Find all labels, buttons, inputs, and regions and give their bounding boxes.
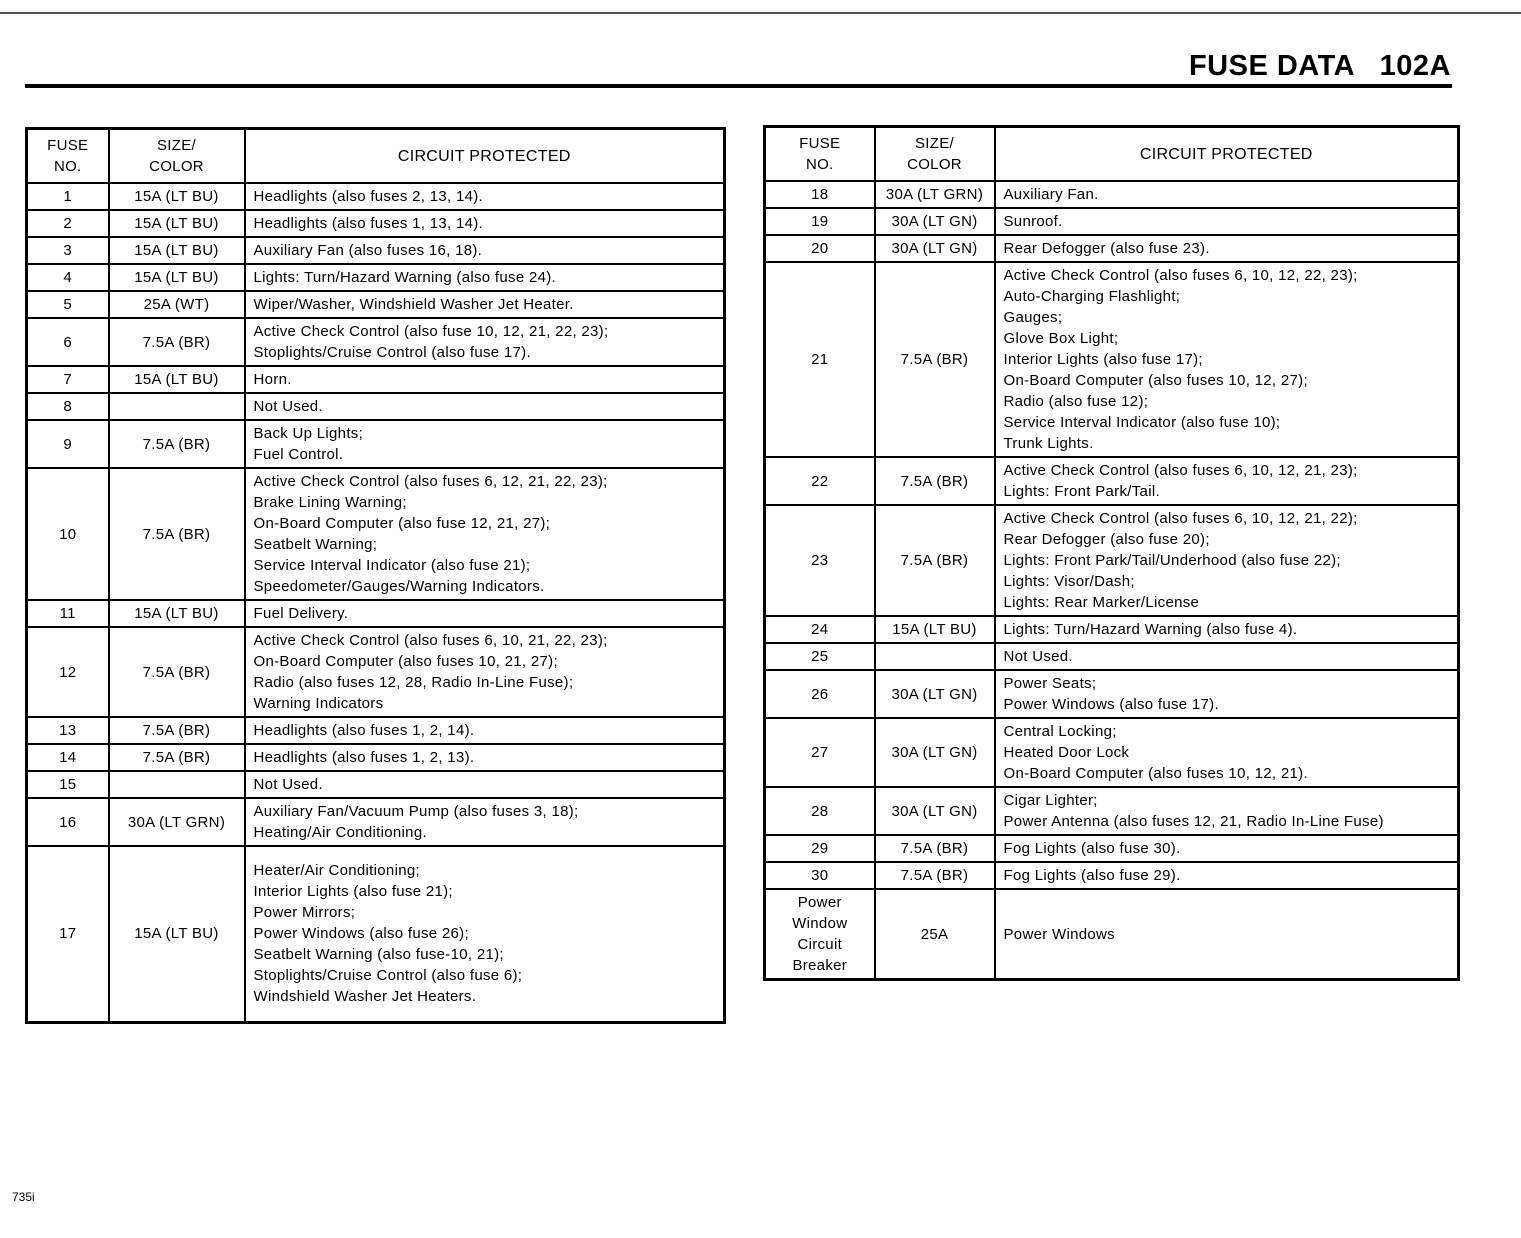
circuit-protected	[245, 717, 725, 744]
table-row	[765, 616, 1459, 643]
circuit-protected	[995, 181, 1459, 208]
circuit-line: Active Check Control (also fuses 6, 10, 21, 22, 23);	[253, 632, 608, 649]
fuse-size-color: 30A (LT GN)	[875, 670, 995, 718]
circuit-line: Headlights (also fuses 1, 2, 14).	[253, 722, 475, 739]
fuse-size-color: 7.5A (BR)	[875, 862, 995, 889]
circuit-protected	[245, 798, 725, 846]
fuse-size-color: 15A (LT BU)	[109, 846, 245, 1022]
fuse-size-color: 15A (LT BU)	[109, 183, 245, 210]
table-row	[765, 262, 1459, 457]
circuit-protected	[245, 627, 725, 717]
circuit-protected	[995, 787, 1459, 835]
circuit-protected	[995, 889, 1459, 980]
circuit-protected	[995, 616, 1459, 643]
circuit-line: Radio (also fuses 12, 28, Radio In-Line Fuse);	[253, 674, 574, 691]
circuit-line: Central Locking;	[1003, 723, 1117, 740]
circuit-line: Back Up Lights;	[253, 425, 364, 442]
table-row	[27, 468, 725, 600]
circuit-line: Auxiliary Fan/Vacuum Pump (also fuses 3, 18);	[253, 803, 579, 820]
circuit-protected	[245, 237, 725, 264]
circuit-line: On-Board Computer (also fuses 10, 21, 27);	[253, 653, 558, 670]
fuse-size-color	[109, 771, 245, 798]
fuse-size-color: 7.5A (BR)	[109, 420, 245, 468]
fuse-number: 30	[765, 862, 875, 889]
fuse-number: 23	[765, 505, 875, 616]
circuit-protected	[245, 468, 725, 600]
fuse-size-color: 7.5A (BR)	[875, 262, 995, 457]
header-size-color: SIZE/ COLOR	[109, 129, 245, 184]
circuit-line: Heater/Air Conditioning;	[253, 862, 420, 880]
fuse-number: 15	[27, 771, 109, 798]
fuse-number: 2	[27, 210, 109, 237]
fuse-size-color: 30A (LT GN)	[875, 208, 995, 235]
fuse-number: 26	[765, 670, 875, 718]
circuit-protected	[245, 600, 725, 627]
page-title	[1189, 50, 1451, 83]
circuit-protected	[245, 771, 725, 798]
circuit-protected	[245, 420, 725, 468]
header-circuit-protected: CIRCUIT PROTECTED	[245, 129, 725, 184]
table-row	[27, 717, 725, 744]
circuit-line: Lights: Visor/Dash;	[1003, 573, 1135, 590]
circuit-protected	[245, 264, 725, 291]
fuse-size-color: 25A	[875, 889, 995, 980]
circuit-line: Stoplights/Cruise Control (also fuse 17).	[253, 344, 531, 361]
fuse-number: 21	[765, 262, 875, 457]
circuit-protected	[995, 235, 1459, 262]
fuse-number: Power Window Circuit Breaker	[765, 889, 875, 980]
table-row	[27, 318, 725, 366]
fuse-number: 18	[765, 181, 875, 208]
fuse-number: 19	[765, 208, 875, 235]
circuit-line: Windshield Washer Jet Heaters.	[253, 988, 477, 1006]
table-header-row	[765, 127, 1459, 182]
fuse-number: 22	[765, 457, 875, 505]
circuit-line: Radio (also fuse 12);	[1003, 393, 1149, 410]
circuit-line: Power Seats;	[1003, 675, 1097, 692]
title-text: FUSE DATA	[1188, 50, 1354, 82]
circuit-line: Power Antenna (also fuses 12, 21, Radio In-Line Fuse)	[1003, 813, 1384, 830]
top-rule	[0, 12, 1521, 14]
circuit-line: Sunroof.	[1003, 213, 1063, 230]
circuit-line: Speedometer/Gauges/Warning Indicators.	[253, 578, 545, 595]
table-row	[765, 862, 1459, 889]
circuit-line: Horn.	[253, 371, 292, 388]
fuse-number: 4	[27, 264, 109, 291]
fuse-number: 27	[765, 718, 875, 787]
table-row	[765, 670, 1459, 718]
fuse-number: 8	[27, 393, 109, 420]
circuit-line: Active Check Control (also fuse 10, 12, 21, 22, 23);	[253, 323, 609, 340]
circuit-line: Not Used.	[1003, 648, 1073, 665]
circuit-line: Cigar Lighter;	[1003, 792, 1098, 809]
fuse-number: 28	[765, 787, 875, 835]
fuse-size-color	[875, 643, 995, 670]
circuit-protected	[995, 262, 1459, 457]
circuit-line: Heating/Air Conditioning.	[253, 824, 427, 841]
table-row	[27, 744, 725, 771]
circuit-line: Stoplights/Cruise Control (also fuse 6);	[253, 967, 523, 985]
table-row	[765, 889, 1459, 980]
circuit-line: Fuel Control.	[253, 446, 344, 463]
table-row	[27, 798, 725, 846]
table-row	[27, 771, 725, 798]
table-row	[765, 835, 1459, 862]
fuse-size-color: 7.5A (BR)	[109, 717, 245, 744]
table-row	[27, 366, 725, 393]
fuse-number: 1	[27, 183, 109, 210]
circuit-line: Power Windows (also fuse 26);	[253, 925, 469, 943]
table-row	[27, 627, 725, 717]
fuse-size-color: 7.5A (BR)	[875, 505, 995, 616]
circuit-line: Active Check Control (also fuses 6, 12, 21, 22, 23);	[253, 473, 608, 490]
table-row	[27, 210, 725, 237]
fuse-size-color: 15A (LT BU)	[109, 600, 245, 627]
fuse-size-color: 7.5A (BR)	[109, 627, 245, 717]
circuit-line: Glove Box Light;	[1003, 330, 1119, 347]
circuit-line: Service Interval Indicator (also fuse 21);	[253, 557, 531, 574]
fuse-size-color: 15A (LT BU)	[109, 210, 245, 237]
table-row	[765, 718, 1459, 787]
circuit-line: Fog Lights (also fuse 30).	[1003, 840, 1181, 857]
circuit-line: Power Mirrors;	[253, 904, 356, 922]
fuse-size-color: 15A (LT BU)	[875, 616, 995, 643]
fuse-number: 17	[27, 846, 109, 1022]
circuit-line: Seatbelt Warning;	[253, 536, 378, 553]
circuit-line: Auxiliary Fan.	[1003, 186, 1099, 203]
circuit-line: Headlights (also fuses 1, 2, 13).	[253, 749, 475, 766]
title-rule	[25, 84, 1452, 88]
table-row	[27, 393, 725, 420]
fuse-size-color: 30A (LT GN)	[875, 235, 995, 262]
circuit-protected	[995, 835, 1459, 862]
fuse-number: 6	[27, 318, 109, 366]
circuit-line: Interior Lights (also fuse 21);	[253, 883, 453, 901]
fuse-size-color: 30A (LT GRN)	[875, 181, 995, 208]
table-row	[765, 181, 1459, 208]
circuit-line: Wiper/Washer, Windshield Washer Jet Heater.	[253, 296, 574, 313]
fuse-number: 29	[765, 835, 875, 862]
fuse-number: 3	[27, 237, 109, 264]
circuit-line: On-Board Computer (also fuses 10, 12, 21).	[1003, 765, 1308, 782]
fuse-size-color: 7.5A (BR)	[109, 468, 245, 600]
circuit-line: Fog Lights (also fuse 29).	[1003, 867, 1181, 884]
circuit-line: Brake Lining Warning;	[253, 494, 407, 511]
circuit-line: Not Used.	[253, 776, 323, 793]
circuit-protected	[995, 457, 1459, 505]
circuit-line: Power Windows (also fuse 17).	[1003, 696, 1219, 713]
header-fuse-no: FUSE NO.	[27, 129, 109, 184]
table-row	[765, 457, 1459, 505]
fuse-number: 11	[27, 600, 109, 627]
table-row	[27, 600, 725, 627]
circuit-line: Not Used.	[253, 398, 323, 415]
fuse-size-color: 7.5A (BR)	[109, 318, 245, 366]
fuse-number: 12	[27, 627, 109, 717]
circuit-line: Active Check Control (also fuses 6, 10, 12, 21, 23);	[1003, 462, 1358, 479]
circuit-protected	[245, 291, 725, 318]
circuit-protected	[995, 505, 1459, 616]
circuit-protected	[245, 846, 725, 1022]
table-row	[27, 420, 725, 468]
fuse-size-color: 7.5A (BR)	[109, 744, 245, 771]
fuse-number: 10	[27, 468, 109, 600]
table-row	[27, 291, 725, 318]
circuit-protected	[245, 366, 725, 393]
circuit-line: Heated Door Lock	[1003, 744, 1130, 761]
circuit-line: Headlights (also fuses 1, 13, 14).	[253, 215, 483, 232]
circuit-line: Seatbelt Warning (also fuse-10, 21);	[253, 946, 504, 964]
header-fuse-no: FUSE NO.	[765, 127, 875, 182]
circuit-line: Auxiliary Fan (also fuses 16, 18).	[253, 242, 483, 259]
fuse-number: 24	[765, 616, 875, 643]
fuse-size-color: 15A (LT BU)	[109, 366, 245, 393]
circuit-line: Lights: Front Park/Tail.	[1003, 483, 1160, 500]
circuit-line: Service Interval Indicator (also fuse 10);	[1003, 414, 1281, 431]
header-size-color: SIZE/ COLOR	[875, 127, 995, 182]
fuse-size-color: 15A (LT BU)	[109, 237, 245, 264]
circuit-line: Lights: Front Park/Tail/Underhood (also fuse 22);	[1003, 552, 1341, 569]
fuse-number: 13	[27, 717, 109, 744]
header-circuit-protected: CIRCUIT PROTECTED	[995, 127, 1459, 182]
circuit-line: Active Check Control (also fuses 6, 10, 12, 21, 22);	[1003, 510, 1358, 527]
fuse-size-color: 25A (WT)	[109, 291, 245, 318]
table-header-row	[27, 129, 725, 184]
circuit-line: On-Board Computer (also fuse 12, 21, 27);	[253, 515, 551, 532]
circuit-line: Rear Defogger (also fuse 20);	[1003, 531, 1210, 548]
circuit-line: Lights: Turn/Hazard Warning (also fuse 24).	[253, 269, 556, 286]
circuit-protected	[995, 670, 1459, 718]
fuse-number: 14	[27, 744, 109, 771]
circuit-line: Lights: Rear Marker/License	[1003, 594, 1200, 611]
table-row	[765, 643, 1459, 670]
circuit-line: Warning Indicators	[253, 695, 384, 712]
table-row	[765, 505, 1459, 616]
circuit-line: Gauges;	[1003, 309, 1063, 326]
fuse-size-color: 7.5A (BR)	[875, 457, 995, 505]
table-row	[27, 264, 725, 291]
circuit-protected	[995, 862, 1459, 889]
circuit-line: Lights: Turn/Hazard Warning (also fuse 4).	[1003, 621, 1298, 638]
circuit-protected	[245, 318, 725, 366]
section-number: 102A	[1379, 50, 1451, 82]
table-row	[765, 787, 1459, 835]
table-row	[27, 846, 725, 1022]
circuit-line: Fuel Delivery.	[253, 605, 349, 622]
fuse-number: 5	[27, 291, 109, 318]
fuse-size-color: 7.5A (BR)	[875, 835, 995, 862]
circuit-protected	[995, 643, 1459, 670]
table-row	[765, 208, 1459, 235]
fuse-number: 9	[27, 420, 109, 468]
page-footer-model: 735i	[12, 1190, 35, 1204]
fuse-table-right	[763, 125, 1460, 981]
circuit-line: Trunk Lights.	[1003, 435, 1094, 452]
table-row	[27, 237, 725, 264]
circuit-line: Rear Defogger (also fuse 23).	[1003, 240, 1210, 257]
circuit-protected	[245, 744, 725, 771]
fuse-size-color: 30A (LT GN)	[875, 787, 995, 835]
fuse-size-color: 30A (LT GRN)	[109, 798, 245, 846]
circuit-line: Headlights (also fuses 2, 13, 14).	[253, 188, 483, 205]
circuit-line: Interior Lights (also fuse 17);	[1003, 351, 1203, 368]
fuse-number: 16	[27, 798, 109, 846]
table-row	[27, 183, 725, 210]
circuit-line: On-Board Computer (also fuses 10, 12, 27);	[1003, 372, 1308, 389]
table-row	[765, 235, 1459, 262]
circuit-protected	[995, 208, 1459, 235]
fuse-size-color	[109, 393, 245, 420]
fuse-size-color: 30A (LT GN)	[875, 718, 995, 787]
fuse-table-left	[25, 127, 726, 1024]
fuse-number: 20	[765, 235, 875, 262]
fuse-number: 7	[27, 366, 109, 393]
circuit-protected	[245, 393, 725, 420]
circuit-line: Power Windows	[1003, 925, 1115, 943]
circuit-line: Auto-Charging Flashlight;	[1003, 288, 1181, 305]
fuse-number: 25	[765, 643, 875, 670]
circuit-protected	[995, 718, 1459, 787]
fuse-size-color: 15A (LT BU)	[109, 264, 245, 291]
circuit-protected	[245, 183, 725, 210]
circuit-protected	[245, 210, 725, 237]
circuit-line: Active Check Control (also fuses 6, 10, 12, 22, 23);	[1003, 267, 1358, 284]
